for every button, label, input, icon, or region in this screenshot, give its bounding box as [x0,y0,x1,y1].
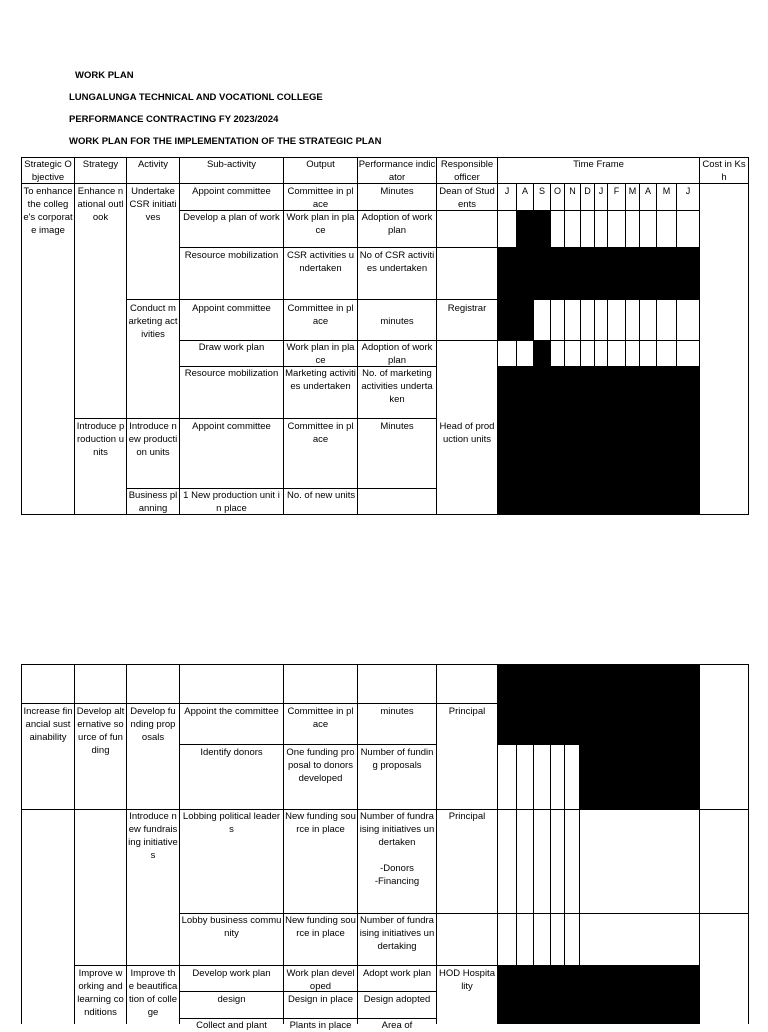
subactivity-cell: 1 New production unit in place [183,490,280,514]
indicator-cell: Number of funding proposals [360,747,434,771]
strategy-cell: Develop alternative source of funding [76,706,125,756]
strategy-cell: Improve working and learning conditions [77,968,124,1018]
output-cell: Committee in place [287,186,354,210]
subactivity-cell: Draw work plan [198,342,265,353]
subactivity-cell: Develop a plan of work [183,212,280,223]
month-label: M [662,186,671,196]
month-label: O [553,186,561,196]
officer-cell: Head of production units [439,421,495,445]
subactivity-cell: Lobby business community [181,915,282,939]
indicator-cell: Adoption of work plan [361,342,433,366]
timeframe-fill [497,247,699,300]
indicator-cell: Area of [381,1020,413,1031]
month-label: S [538,186,545,196]
output-cell: Committee in place [287,421,354,445]
objective-cell: Increase financial sustainability [23,706,73,743]
subactivity-cell: Identify donors [200,747,263,758]
month-label: A [644,186,651,196]
month-label: J [685,186,691,196]
col-header-indicator: Performance indicator [358,159,436,183]
officer-cell: Principal [448,811,486,822]
strategy-cell: Introduce production units [76,421,125,458]
output-cell: Work plan in place [286,212,355,236]
indicator-cell: Adoption of work plan [361,212,433,236]
indicator-cell: Number of fundraising initiatives undertaken -Donors -Financing [359,811,435,887]
timeframe-fill [497,366,699,515]
subactivity-cell: Appoint committee [192,186,271,197]
subactivity-cell: Collect and plant [196,1020,267,1031]
officer-cell: Dean of Students [439,186,495,210]
officer-cell: HOD Hospitality [439,968,495,992]
output-cell: Plants in place [289,1020,352,1031]
month-label: N [569,186,576,196]
indicator-cell: Minutes [380,421,414,432]
output-cell: Marketing activities undertaken [285,368,356,392]
plan-subtitle: WORK PLAN FOR THE IMPLEMENTATION OF THE STRATEGIC PLAN [69,136,382,147]
activity-cell: Develop funding proposals [130,706,176,743]
contract-period: PERFORMANCE CONTRACTING FY 2023/2024 [69,114,279,125]
month-label: A [521,186,528,196]
output-cell: New funding source in place [285,915,356,939]
activity-cell: Introduce new production units [128,421,178,458]
officer-cell: Registrar [447,303,487,314]
indicator-cell: minutes [380,316,414,327]
month-label: J [504,186,510,196]
output-cell: Committee in place [287,706,354,730]
output-cell: Work plan developed [286,968,355,992]
output-cell: One funding proposal to donors developed [286,747,355,784]
objective-cell: To enhance the college's corporate image [23,186,73,236]
output-cell: Design in place [288,994,353,1005]
output-cell: New funding source in place [285,811,356,835]
indicator-cell: Minutes [380,186,414,197]
indicator-cell: Design adopted [363,994,431,1005]
col-header-cost: Cost in Ksh [702,159,746,183]
activity-cell: Undertake CSR initiatives [129,186,177,223]
timeframe-fill [497,665,699,745]
indicator-cell: Number of fundraising initiatives undertaking [359,915,435,952]
subactivity-cell: Resource mobilization [184,250,279,261]
doc-title: WORK PLAN [75,70,134,81]
col-header-subactivity: Sub-activity [206,159,257,170]
indicator-cell: minutes [380,706,414,717]
activity-cell: Introduce new fundraising initiatives [128,811,178,861]
month-label: J [598,186,604,196]
col-header-activity: Activity [137,159,169,170]
indicator-cell: Adopt work plan [362,968,432,979]
activity-cell: Improve the beautification of college [128,968,178,1018]
output-cell: Work plan in place [286,342,355,366]
output-cell: CSR activities undertaken [286,250,355,274]
output-cell: Committee in place [287,303,354,327]
subactivity-cell: design [217,994,246,1005]
college-name: LUNGALUNGA TECHNICAL AND VOCATIONL COLLEGE [69,92,323,103]
col-header-officer: Responsible officer [440,159,494,183]
col-header-objective: Strategic Objective [24,159,72,183]
col-header-output: Output [306,159,335,170]
month-label: D [584,186,591,196]
subactivity-cell: Lobbing political leaders [182,811,281,835]
timeframe-fill [497,965,699,1024]
subactivity-cell: Appoint committee [192,421,271,432]
indicator-cell: No. of marketing activities undertaken [361,368,433,405]
subactivity-cell: Appoint committee [192,303,271,314]
subactivity-cell: Appoint the committee [184,706,279,717]
col-header-strategy: Strategy [82,159,119,170]
timeframe-fill [497,300,533,340]
output-cell: No. of new units [287,490,356,501]
activity-cell: Conduct marketing activities [128,303,178,340]
timeframe-fill [533,340,550,366]
col-header-timeframe: Time Frame [573,159,624,170]
subactivity-cell: Develop work plan [192,968,271,979]
activity-cell: Business planning [128,490,178,514]
timeframe-fill [579,745,699,809]
month-label: F [613,186,620,196]
month-label: M [628,186,637,196]
officer-cell: Principal [448,706,486,717]
indicator-cell: No of CSR activities undertaken [359,250,435,274]
strategy-cell: Enhance national outlook [77,186,124,223]
subactivity-cell: Resource mobilization [184,368,279,379]
